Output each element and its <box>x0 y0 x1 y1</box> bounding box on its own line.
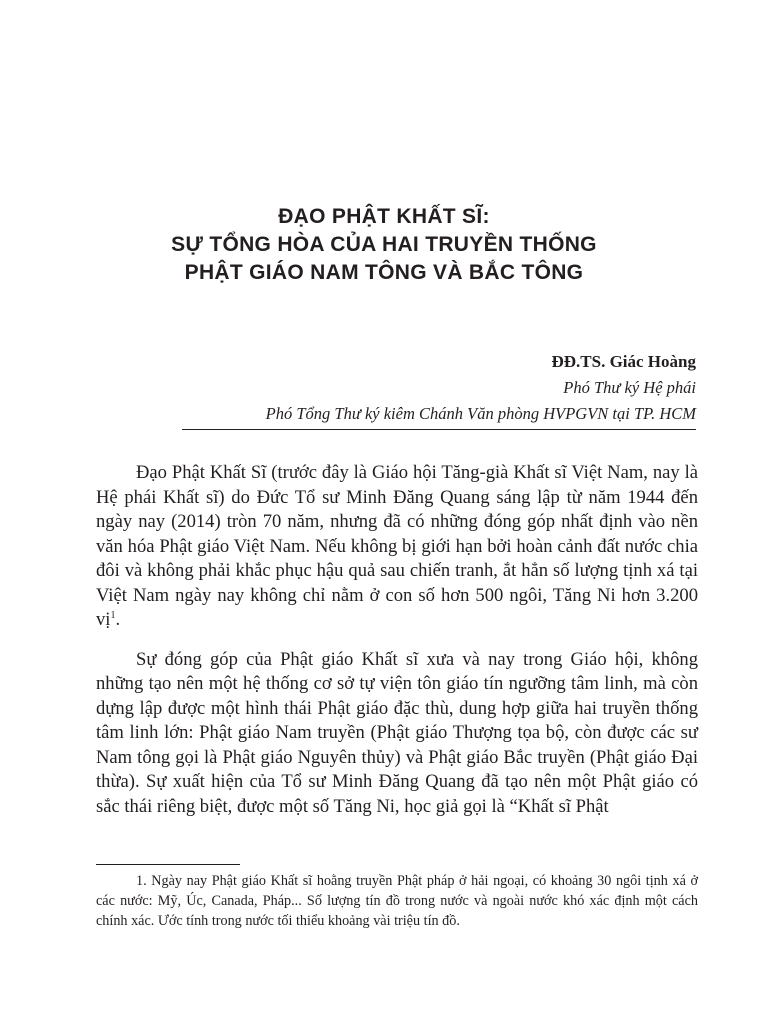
author-name: ĐĐ.TS. Giác Hoàng <box>551 352 696 371</box>
footnote <box>96 871 698 931</box>
author-role-1: Phó Thư ký Hệ phái <box>563 378 696 397</box>
paragraph-1-text: Đạo Phật Khất Sĩ (trước đây là Giáo hội Tăng-già Khất sĩ Việt Nam, nay là Hệ phái Khất sĩ) do Đức Tổ sư Minh Đăng Quang sáng lập từ năm 1944 đến ngày nay (2014) tròn 70 năm, nhưng đã có những đóng góp nhất định vào nền văn hóa Phật giáo Việt Nam. Nếu không bị giới hạn bởi hoàn cảnh đất nước chia đôi và không phải khắc phục hậu quả sau chiến tranh, ắt hẳn số lượng tịnh xá tại Việt Nam ngày nay không chỉ nằm ở con số hơn 500 ngôi, Tăng Ni hơn 3.200 vị <box>96 462 698 630</box>
footnote-divider <box>96 864 240 865</box>
footnote-text: 1. Ngày nay Phật giáo Khất sĩ hoằng truyền Phật pháp ở hải ngoại, có khoảng 30 ngôi tịnh xá ở các nước: Mỹ, Úc, Canada, Pháp... Số lượng tín đồ trong nước và ngoài nước khó xác định một cách chính xác. Ước tính trong nước tối thiểu khoảng vài triệu tín đồ. <box>96 873 698 929</box>
paragraph-2: Sự đóng góp của Phật giáo Khất sĩ xưa và nay trong Giáo hội, không những tạo nên một hệ thống cơ sở tự viện tôn giáo tín ngưỡng tâm linh, mà còn dựng lập được một hình thái Phật giáo đặc thù, dung hợp giữa hai truyền thống tâm linh lớn: Phật giáo Nam truyền (Phật giáo Thượng tọa bộ, còn được các sư Nam tông gọi là Phật giáo Nguyên thủy) và Phật giáo Bắc truyền (Phật giáo Đại thừa). Sự xuất hiện của Tổ sư Minh Đăng Quang đã tạo nên một Phật giáo có sắc thái riêng biệt, được một số Tăng Ni, học giả gọi là “Khất sĩ Phật <box>96 648 698 817</box>
paragraph-1 <box>96 461 698 633</box>
author-divider <box>182 429 696 430</box>
paragraph-1-end: . <box>115 609 121 630</box>
article-title <box>80 203 688 287</box>
author-role-2: Phó Tổng Thư ký kiêm Chánh Văn phòng HVPGVN tại TP. HCM <box>265 404 696 423</box>
title-line-1: ĐẠO PHẬT KHẤT SĨ: <box>278 205 490 228</box>
footnote-reference: 1 <box>110 609 116 621</box>
article-body <box>96 461 698 834</box>
title-line-2: SỰ TỔNG HÒA CỦA HAI TRUYỀN THỐNG <box>171 233 597 256</box>
author-block <box>150 349 696 430</box>
title-line-3: PHẬT GIÁO NAM TÔNG VÀ BẮC TÔNG <box>184 261 584 284</box>
